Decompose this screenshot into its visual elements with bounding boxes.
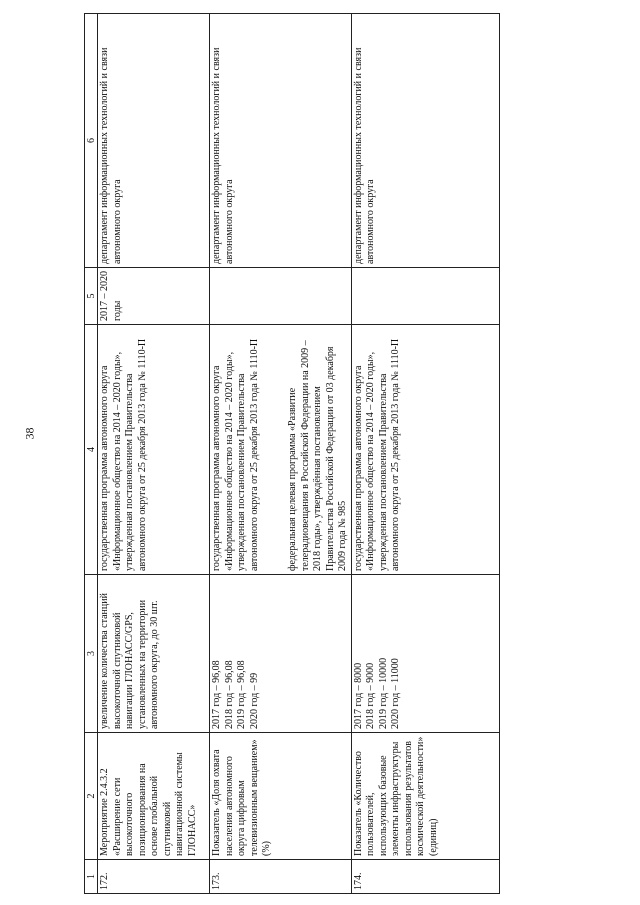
- row-name: Мероприятие 2.4.3.2 «Расширение сети высокоточного позиционирования на основе глобальной спутниковой навигационной системы ГЛОНАСС»: [98, 733, 210, 860]
- basis-document: федеральная целевая программа «Развитие телерадиовещания в Российской Федерации на 2009 – 2018 годы», утверждённая постановлением Правительства Российской Федерации от 03 декабря 2009 года № 985: [287, 340, 348, 571]
- row-basis: [210, 325, 352, 575]
- basis-document: государственная программа автономного округа «Информационное общество на 2014 – 2020 годы», утвержденная постановлением Правительства автономного округа от 25 декабря 2013 года № 1110-П: [352, 338, 401, 571]
- row-basis: [351, 325, 499, 575]
- table-row: [210, 14, 352, 894]
- basis-document: государственная программа автономного округа «Информационное общество на 2014 – 2020 годы», утвержденная постановлением Правительства автономного округа от 25 декабря 2013 года № 1110-П: [211, 338, 260, 571]
- column-header-1: 1: [85, 860, 98, 894]
- table-header-row: [85, 14, 98, 894]
- row-responsible: департамент информационных технологий и связи автономного округа: [210, 14, 352, 268]
- column-header-5: 5: [85, 268, 98, 325]
- row-name: Показатель «Количество пользователей, использующих базовые элементы инфраструктуры использования результатов космической деятельности» (единиц): [351, 733, 499, 860]
- table-row: [98, 14, 210, 894]
- column-header-4: 4: [85, 325, 98, 575]
- page-number: 38: [22, 427, 37, 440]
- row-period: [351, 268, 499, 325]
- column-header-3: 3: [85, 575, 98, 733]
- row-indicator: [351, 575, 499, 733]
- row-number: 174.: [351, 860, 499, 894]
- indicator-values: 2017 год – 8000 2018 год – 9000 2019 год – 10000 2020 год – 11000: [352, 657, 401, 729]
- row-number: 172.: [98, 860, 210, 894]
- column-header-2: 2: [85, 733, 98, 860]
- row-responsible: департамент информационных технологий и связи автономного округа: [98, 14, 210, 268]
- row-number: 173.: [210, 860, 352, 894]
- column-header-6: 6: [85, 14, 98, 268]
- row-responsible: департамент информационных технологий и связи автономного округа: [351, 14, 499, 268]
- row-basis: [98, 325, 210, 575]
- row-indicator: [210, 575, 352, 733]
- row-indicator: увеличение количества станций высокоточной спутниковой навигации ГЛОНАСС/GPS, установленных на территории автономного округа, до 30 шт.: [98, 575, 210, 733]
- document-table: [84, 13, 500, 894]
- row-name: Показатель «Доля охвата населения автономного округа цифровым телевизионным вещанием» (%): [210, 733, 352, 860]
- basis-document: государственная программа автономного округа «Информационное общество на 2014 – 2020 годы», утвержденная постановлением Правительства автономного округа от 25 декабря 2013 года № 1110-П: [99, 338, 148, 571]
- table-row: [351, 14, 499, 894]
- spacer: [261, 328, 287, 571]
- indicator-values: 2017 год – 96,08 2018 год – 96,08 2019 год – 96,08 2020 год – 99: [211, 660, 260, 729]
- rotated-page-content: [84, 14, 488, 894]
- row-period: [210, 268, 352, 325]
- row-period: 2017 – 2020 годы: [98, 268, 210, 325]
